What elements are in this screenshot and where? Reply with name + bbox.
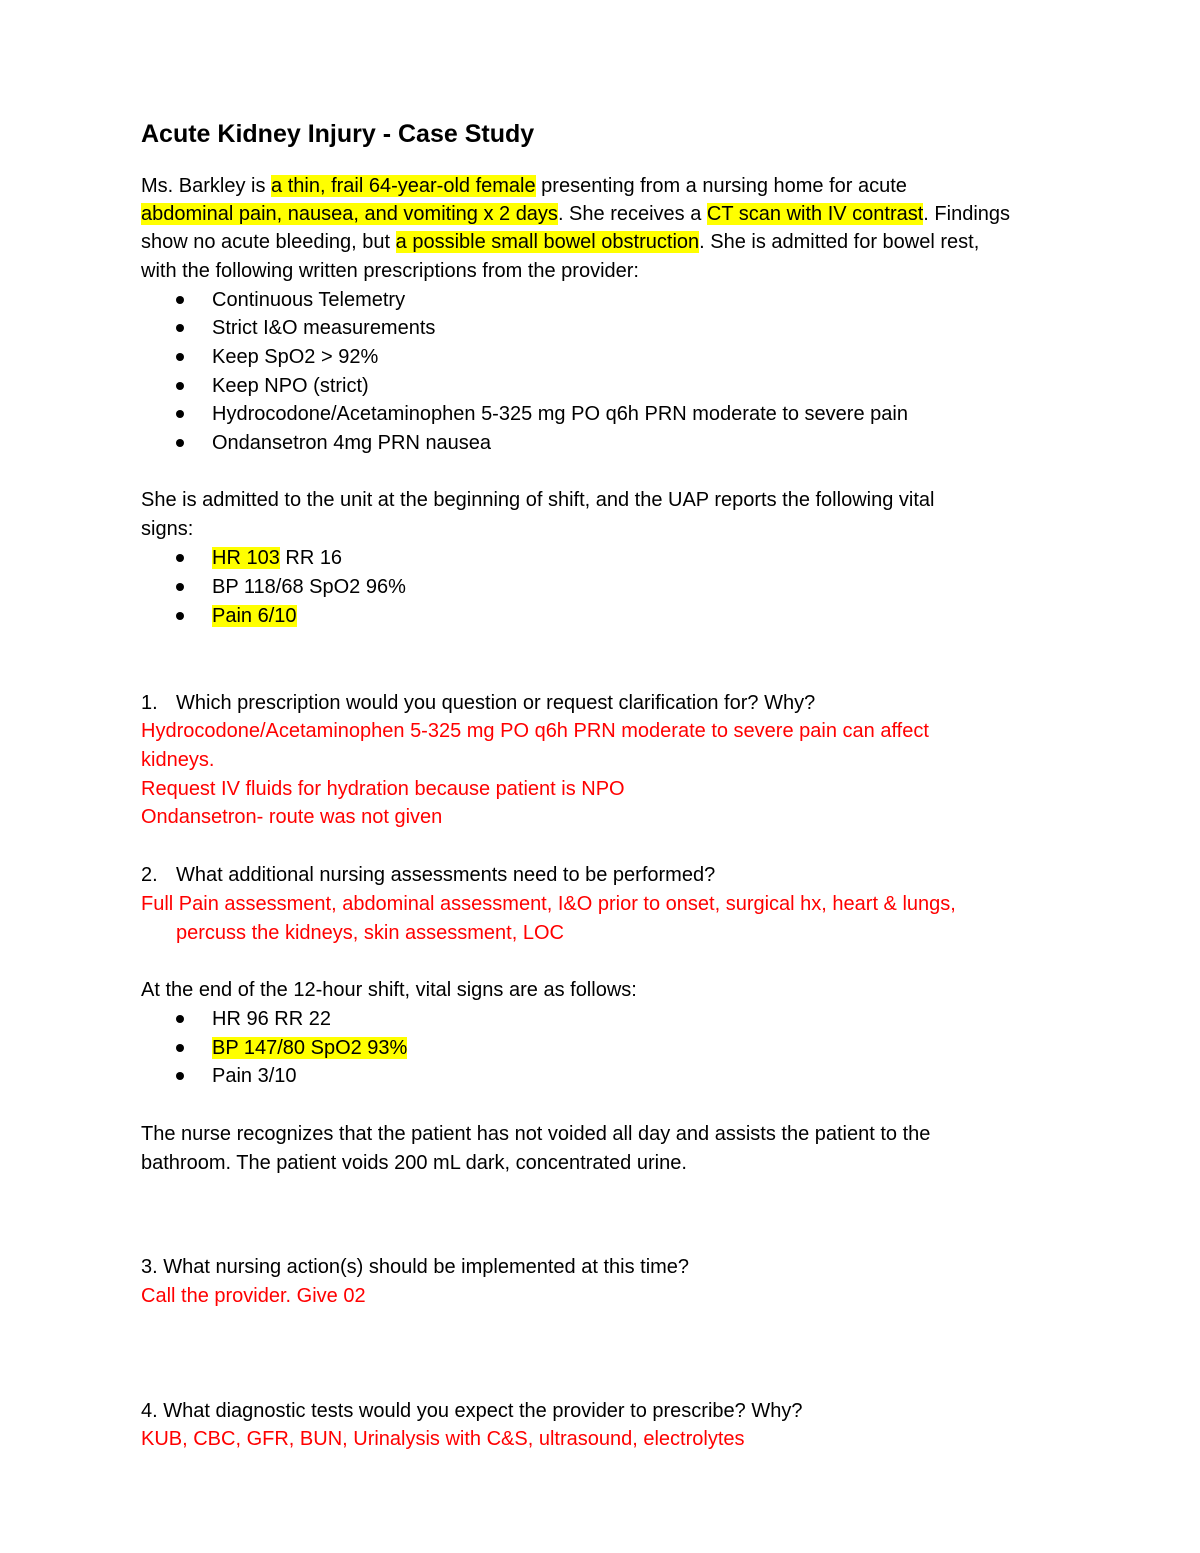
list-item: Strict I&O measurements <box>212 317 436 339</box>
intro-text: . She is admitted for bowel rest, <box>699 231 980 253</box>
bullet-icon <box>176 382 184 390</box>
answer-line: Call the provider. Give 02 <box>141 1285 366 1307</box>
answer-line: Ondansetron- route was not given <box>141 806 443 828</box>
list-item <box>212 602 297 630</box>
list-item: Hydrocodone/Acetaminophen 5-325 mg PO q6h PRN moderate to severe pain <box>212 403 908 425</box>
highlighted-text: Pain 6/10 <box>212 605 297 627</box>
void-line-1: The nurse recognizes that the patient has not voided all day and assists the patient to the <box>141 1123 931 1145</box>
list-item: Ondansetron 4mg PRN nausea <box>212 432 492 454</box>
question-2-text: What additional nursing assessments need to be performed? <box>176 864 716 886</box>
bullet-icon <box>176 353 184 361</box>
bullet-icon <box>176 296 184 304</box>
bullet-icon <box>176 1044 184 1052</box>
void-line-2: bathroom. The patient voids 200 mL dark, concentrated urine. <box>141 1152 687 1174</box>
answer-line: percuss the kidneys, skin assessment, LOC <box>176 922 564 944</box>
answer-line: Full Pain assessment, abdominal assessment, I&O prior to onset, surgical hx, heart & lungs, <box>141 893 956 915</box>
bullet-icon <box>176 410 184 418</box>
highlighted-text: BP 147/80 SpO2 93% <box>212 1037 408 1059</box>
admit-line-1: She is admitted to the unit at the beginning of shift, and the UAP reports the following vital <box>141 489 935 511</box>
bullet-icon <box>176 612 184 620</box>
answer-line: kidneys. <box>141 749 215 771</box>
intro-text: . Findings <box>923 203 1011 225</box>
end-shift-intro: At the end of the 12-hour shift, vital signs are as follows: <box>141 979 637 1001</box>
answer-line: Hydrocodone/Acetaminophen 5-325 mg PO q6h PRN moderate to severe pain can affect <box>141 720 929 742</box>
intro-text: Ms. Barkley is <box>141 175 272 197</box>
highlighted-text: a thin, frail 64-year-old female <box>271 175 536 197</box>
bullet-icon <box>176 439 184 447</box>
intro-line-2 <box>141 200 1010 228</box>
bullet-icon <box>176 324 184 332</box>
intro-text: show no acute bleeding, but <box>141 231 396 253</box>
highlighted-text: CT scan with IV contrast <box>706 203 924 225</box>
answer-line: KUB, CBC, GFR, BUN, Urinalysis with C&S, ultrasound, electrolytes <box>141 1428 745 1450</box>
bullet-icon <box>176 583 184 591</box>
list-item: HR 96 RR 22 <box>212 1008 331 1030</box>
admit-line-2: signs: <box>141 518 194 540</box>
intro-text: presenting from a nursing home for acute <box>535 175 907 197</box>
intro-line-3 <box>141 228 979 256</box>
bullet-icon <box>176 1015 184 1023</box>
highlighted-text: HR 103 <box>212 547 280 569</box>
answer-line: Request IV fluids for hydration because patient is NPO <box>141 778 625 800</box>
list-item: Keep NPO (strict) <box>212 375 369 397</box>
list-item: Pain 3/10 <box>212 1065 297 1087</box>
question-4-text: 4. What diagnostic tests would you expect the provider to prescribe? Why? <box>141 1400 803 1422</box>
intro-line-1 <box>141 172 907 200</box>
question-2-number: 2. <box>141 864 158 886</box>
page-title: Acute Kidney Injury - Case Study <box>141 120 535 148</box>
question-1-text: Which prescription would you question or request clarification for? Why? <box>176 692 816 714</box>
list-item: Keep SpO2 > 92% <box>212 346 379 368</box>
question-3-text: 3. What nursing action(s) should be implemented at this time? <box>141 1256 690 1278</box>
list-item: BP 118/68 SpO2 96% <box>212 576 406 598</box>
list-item: Continuous Telemetry <box>212 289 406 311</box>
intro-line-4: with the following written prescriptions from the provider: <box>141 260 639 282</box>
intro-text: . She receives a <box>557 203 707 225</box>
bullet-icon <box>176 1072 184 1080</box>
vital-text: RR 16 <box>279 547 343 569</box>
highlighted-text: a possible small bowel obstruction <box>395 231 700 253</box>
bullet-icon <box>176 554 184 562</box>
list-item <box>212 1034 407 1062</box>
list-item <box>212 544 342 572</box>
question-1-number: 1. <box>141 692 158 714</box>
highlighted-text: abdominal pain, nausea, and vomiting x 2 days <box>141 203 558 225</box>
